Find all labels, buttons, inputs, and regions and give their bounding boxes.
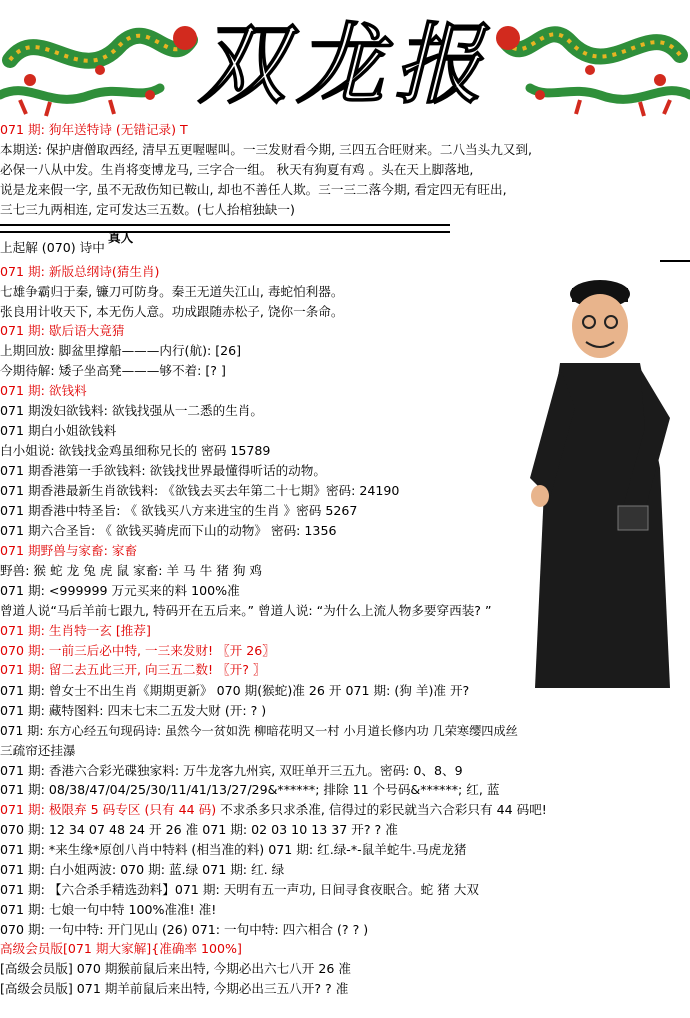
line-05: 三七三九两相连, 定可发达三五数。(七人抬棺独缺一) — [0, 202, 295, 217]
line-34 — [0, 800, 547, 820]
masthead-banner — [0, 0, 690, 120]
line-06: 上起解 (070) 诗中 — [0, 240, 105, 255]
line-39: 071 期: 七娘一句中特 100%准准! 准! — [0, 902, 217, 917]
line-23: 071 期: <999999 万元买来的料 100%准 — [0, 583, 240, 598]
line-02: 本期送: 保护唐僧取西经, 清早五更喔喔叫。一三发财看今期, 三四五合旺财来。二八当头九又到, — [0, 142, 533, 157]
line-19: 071 期香港中特圣旨: 《 欲钱买八方来进宝的生肖 》密码 5267 — [0, 503, 358, 518]
left-dragon-icon — [0, 26, 197, 116]
line-11: 上期回放: 脚盆里撑船———内行(航): [26] — [0, 343, 242, 358]
line-04: 说是龙来假一字, 虽不无敌伤知已鞍山, 却也不善任人欺。三一三二落今期, 看定四无有旺出, — [0, 182, 507, 197]
line-20: 071 期六合圣旨: 《 欲钱买骑虎而下山的动物》 密码: 1356 — [0, 523, 337, 538]
line-01: 071 期: 狗年送特诗 (无错记录) T — [0, 122, 188, 137]
line-07: 071 期: 新版总纲诗(猜生肖) — [0, 264, 160, 279]
line-26: 070 期: 一前三后必中特, 一三来发财! 〖开 26〗 — [0, 643, 275, 658]
line-33: 071 期: 08/38/47/04/25/30/11/41/13/27/29&******; 排除 11 个号码&******; 红, 蓝 — [0, 782, 500, 797]
separator-2 — [0, 231, 450, 233]
line-35: 070 期: 12 34 07 48 24 开 26 准 071 期: 02 03 10 13 37 开? ? 准 — [0, 822, 398, 837]
line-08: 七雄争霸归于秦, 镰刀可防身。秦王无道失江山, 毒蛇怕利器。 — [0, 284, 344, 299]
man-in-robe-illustration — [520, 268, 690, 698]
zhen-ren-label: 真人 — [108, 230, 134, 245]
line-09: 张良用计收天下, 本无伤人意。功成跟随赤松子, 饶你一条命。 — [0, 304, 344, 319]
line-15: 071 期白小姐欲钱料 — [0, 423, 117, 438]
line-10: 071 期: 歇后语大竟猜 — [0, 323, 125, 338]
line-16: 白小姐说: 欲钱找金鸡虽细称兄长的 密码 15789 — [0, 443, 271, 458]
separator-3 — [660, 260, 690, 262]
line-43: [高级会员版] 071 期羊前鼠后来出特, 今期必出三五八开? ? 准 — [0, 981, 349, 996]
line-13: 071 期: 欲钱料 — [0, 383, 87, 398]
line-38: 071 期: 【六合杀手精选劲料】071 期: 天明有五一声功, 日间寻食夜眠合。蛇 猪 大双 — [0, 882, 479, 897]
line-27: 071 期: 留二去五此三开, 向三五二数! 〖开? 〗 — [0, 662, 266, 677]
line-18: 071 期香港最新生肖欲钱料: 《欲钱去买去年第二十七期》密码: 24190 — [0, 483, 400, 498]
line-37: 071 期: 白小姐两波: 070 期: 蓝.绿 071 期: 红. 绿 — [0, 862, 285, 877]
separator-1 — [0, 224, 450, 226]
line-42: [高级会员版] 070 期猴前鼠后来出特, 今期必出六七八开 26 准 — [0, 961, 351, 976]
line-14: 071 期泼妇欲钱料: 欲钱找强从一二悉的生肖。 — [0, 403, 263, 418]
line-22: 野兽: 猴 蛇 龙 兔 虎 鼠 家畜: 羊 马 牛 猪 狗 鸡 — [0, 563, 263, 578]
masthead-title: 双龙报 — [197, 13, 493, 116]
line-24: 曾道人说“马后羊前七跟九, 特码开在五后来。” 曾道人说: “为什么上流人物多要穿西装? ” — [0, 603, 492, 618]
line-12: 今期待解: 矮子坐高凳———够不着: [? ] — [0, 363, 226, 378]
line-31: 三疏帘还挂瀑 — [0, 743, 76, 758]
line-29: 071 期: 藏特图料: 四末七末二五发大财 (开: ? ) — [0, 703, 267, 718]
line-03: 必保一八从中发。生肖将变博龙马, 三字合一组。 秋天有狗夏有鸡 。头在天上脚落地, — [0, 162, 474, 177]
right-dragon-icon — [496, 26, 690, 116]
line-32: 071 期: 香港六合彩光碟独家料: 万牛龙客九州宾, 双旺单开三五九。密码: 0、8、9 — [0, 763, 463, 778]
line-28: 071 期: 曾女士不出生肖《期期更新》 070 期(猴蛇)准 26 开 071 期: (狗 羊)准 开? — [0, 683, 470, 698]
line-17: 071 期香港第一手欲钱料: 欲钱找世界最懂得听话的动物。 — [0, 463, 326, 478]
line-34-body: 不求杀多只求杀准, 信得过的彩民就当六合彩只有 44 码吧! — [216, 802, 547, 817]
line-25: 071 期: 生肖特一玄 [推荐] — [0, 623, 151, 638]
line-41: 高级会员版[071 期大家解]{准确率 100%] — [0, 941, 242, 956]
line-36: 071 期: *来生缘*原创八肖中特料 (相当准的料) 071 期: 红.绿-*-鼠羊蛇牛.马虎龙猪 — [0, 842, 467, 857]
line-21: 071 期野兽与家畜: 家畜 — [0, 543, 138, 558]
line-30: 071 期: 东方心经五句现码诗: 虽然今一贫如洗 柳暗花明又一村 小月道长修内功 几荣寒缨四成丝 — [0, 724, 518, 738]
line-40: 070 期: 一句中特: 开门见山 (26) 071: 一句中特: 四六相合 (? ? ) — [0, 922, 369, 937]
line-34-label: 071 期: 极限弃 5 码专区 (只有 44 码) — [0, 802, 217, 817]
